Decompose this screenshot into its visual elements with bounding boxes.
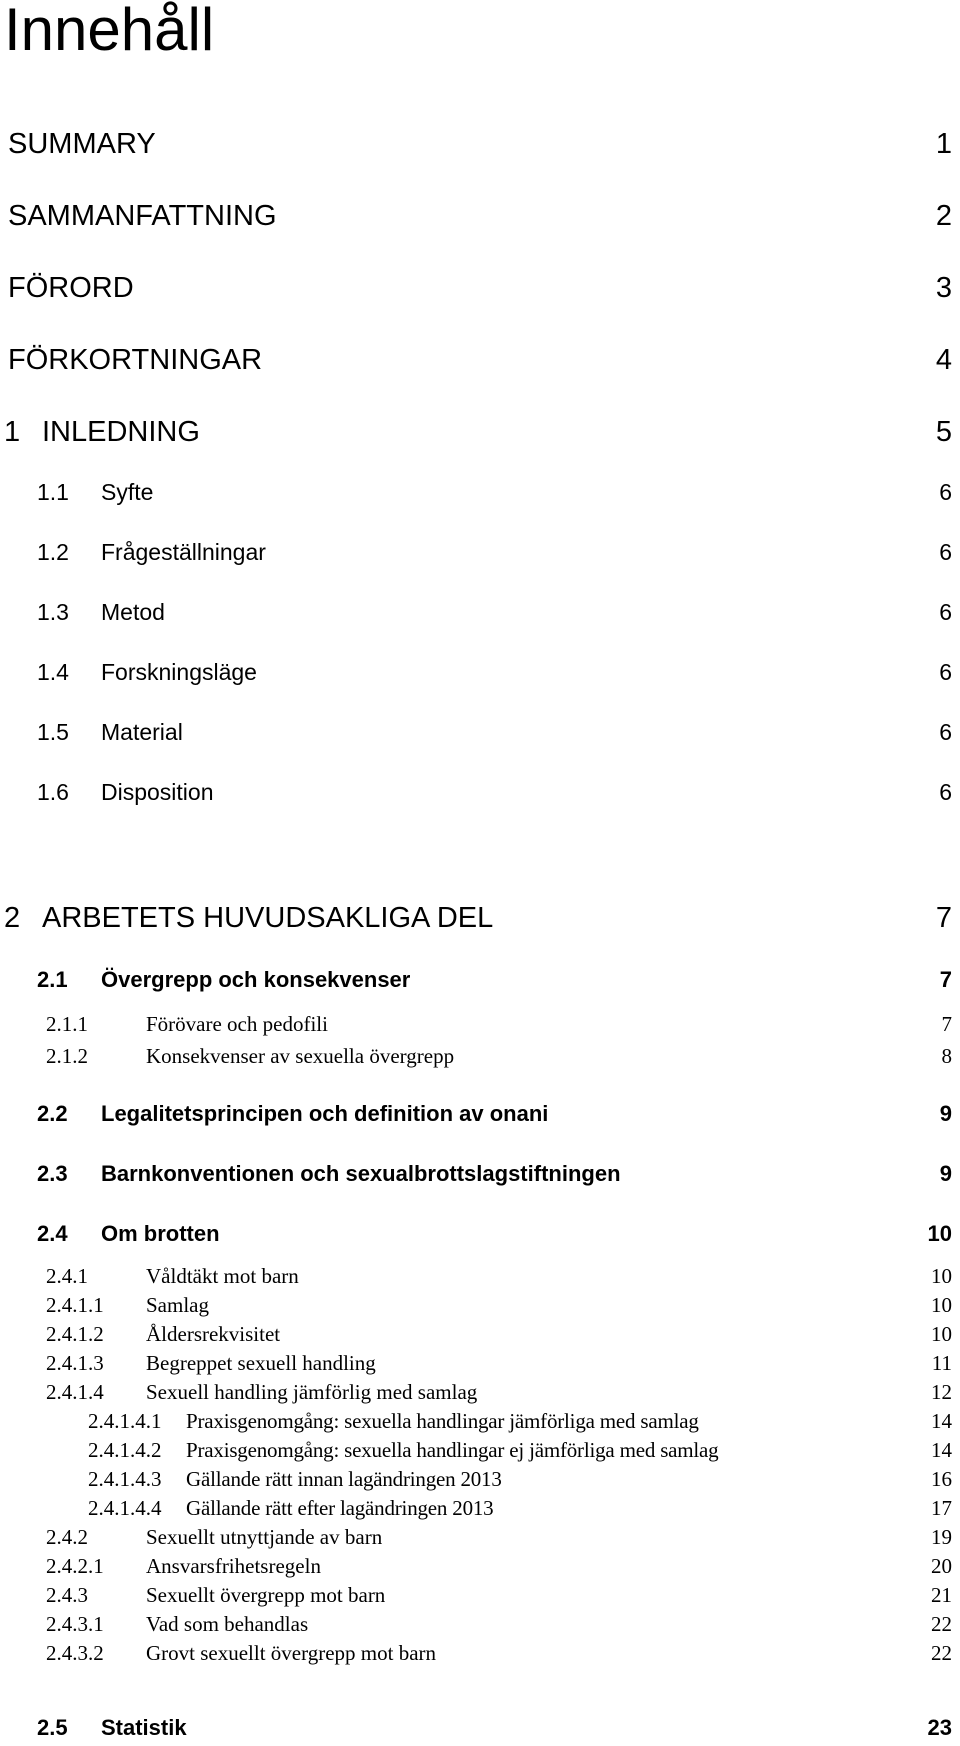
toc-entry-page: 10 (931, 1293, 952, 1317)
toc-entry-page: 17 (931, 1496, 952, 1520)
toc-entry-number: 1.1 (37, 479, 69, 505)
toc-entry-number: 2.4.2 (46, 1525, 88, 1549)
toc-entry-label: Praxisgenomgång: sexuella handlingar ej jämförliga med samlag (186, 1438, 719, 1462)
toc-entry-number: 2.4.1.4.2 (88, 1438, 162, 1462)
toc-entry[interactable] (0, 536, 960, 568)
toc-entry-number: 2.4.1.3 (46, 1351, 104, 1375)
toc-entry-number: 2.5 (37, 1715, 68, 1740)
page-title: Innehåll (4, 0, 215, 63)
toc-entry-number: 2.2 (37, 1101, 68, 1126)
toc-entry[interactable] (0, 1218, 960, 1250)
toc-entry-page: 2 (935, 200, 952, 232)
toc-entry-number: 2.4.1.2 (46, 1322, 104, 1346)
toc-entry-number: 1.2 (37, 539, 69, 565)
toc-entry-label: Gällande rätt innan lagändringen 2013 (186, 1467, 502, 1491)
toc-entry-label: Statistik (101, 1715, 187, 1740)
toc-entry-page: 3 (935, 272, 952, 304)
toc-entry[interactable] (0, 1581, 960, 1609)
toc-entry-number: 2.1 (37, 967, 68, 992)
toc-entry[interactable] (0, 1042, 960, 1070)
toc-entry-label: Sexuellt övergrepp mot barn (146, 1583, 386, 1607)
toc-entry-label: Sexuellt utnyttjande av barn (146, 1525, 383, 1549)
toc-entry[interactable] (0, 1349, 960, 1377)
toc-entry-page: 10 (931, 1322, 952, 1346)
toc-entry-label: Syfte (101, 479, 154, 505)
toc-entry-label: Åldersrekvisitet (146, 1322, 281, 1346)
toc-entry-label: Begreppet sexuell handling (146, 1351, 376, 1375)
toc-entry-label: Förövare och pedofili (146, 1012, 328, 1036)
toc-entry-label: ARBETETS HUVUDSAKLIGA DEL (42, 902, 494, 934)
toc-entry[interactable] (0, 776, 960, 808)
toc-entry[interactable] (0, 1010, 960, 1038)
toc-entry-label: INLEDNING (42, 416, 200, 448)
toc-entry[interactable] (0, 1465, 960, 1493)
toc-entry-label: Om brotten (101, 1221, 220, 1246)
toc-entry-number: 2.4.1 (46, 1264, 88, 1288)
toc-entry-number: 1.3 (37, 599, 69, 625)
toc-entry-page: 20 (931, 1554, 952, 1578)
toc-entry-page: 23 (927, 1715, 952, 1740)
toc-entry-number: 2.4 (37, 1221, 68, 1246)
toc-entry-page: 1 (935, 128, 952, 160)
toc-entry-number: 2.1.2 (46, 1044, 88, 1068)
toc-entry-label: Våldtäkt mot barn (146, 1264, 299, 1288)
toc-entry-number: 2.4.1.4.1 (88, 1409, 162, 1433)
toc-entry[interactable] (0, 898, 960, 938)
toc-entry-page: 16 (931, 1467, 952, 1491)
toc-entry-page: 6 (939, 659, 952, 685)
toc-entry-page: 14 (931, 1409, 952, 1433)
toc-entry-label: FÖRORD (8, 272, 134, 304)
toc-entry-label: Disposition (101, 779, 214, 805)
toc-entry[interactable] (0, 1523, 960, 1551)
toc-entry-label: Konsekvenser av sexuella övergrepp (146, 1044, 455, 1068)
toc-entry[interactable] (0, 1552, 960, 1580)
toc-entry-number: 2.3 (37, 1161, 68, 1186)
toc-entry-page: 6 (939, 719, 952, 745)
toc-entry-page: 8 (941, 1044, 952, 1068)
toc-entry[interactable] (0, 1291, 960, 1319)
toc-entry-number: 1.4 (37, 659, 69, 685)
toc-entry-label: Sexuell handling jämförlig med samlag (146, 1380, 478, 1404)
toc-entry-label: SUMMARY (8, 128, 156, 160)
toc-entry-label: Grovt sexuellt övergrepp mot barn (146, 1641, 437, 1665)
toc-entry-label: Barnkonventionen och sexualbrottslagstiftningen (101, 1161, 621, 1186)
toc-entry[interactable] (0, 268, 960, 308)
toc-entry-label: Vad som behandlas (146, 1612, 309, 1636)
toc-entry-page: 9 (939, 1161, 952, 1186)
toc-entry-number: 2.4.1.1 (46, 1293, 104, 1317)
toc-entry[interactable] (0, 1639, 960, 1667)
toc-entry-label: Legalitetsprincipen och definition av onani (101, 1101, 549, 1126)
toc-entry-label: Gällande rätt efter lagändringen 2013 (186, 1496, 494, 1520)
toc-entry[interactable] (0, 1610, 960, 1638)
toc-entry-number: 2.4.1.4.4 (88, 1496, 162, 1520)
toc-entry-page: 7 (939, 967, 952, 992)
toc-entry-page: 12 (931, 1380, 952, 1404)
toc-entry-page: 22 (931, 1612, 952, 1636)
toc-entry-page: 7 (935, 902, 952, 934)
toc-entry-number: 2.4.3.1 (46, 1612, 104, 1636)
toc-entry-page: 19 (931, 1525, 952, 1549)
toc-entry-label: Material (101, 719, 183, 745)
toc-entry-page: 10 (931, 1264, 952, 1288)
toc-entry-page: 22 (931, 1641, 952, 1665)
toc-entry[interactable] (0, 964, 960, 996)
toc-entry[interactable] (0, 124, 960, 164)
toc-entry-number: 2.4.3 (46, 1583, 88, 1607)
toc-entry[interactable] (0, 1320, 960, 1348)
toc-entry[interactable] (0, 1494, 960, 1522)
toc-entry-label: Frågeställningar (101, 539, 266, 565)
toc-entry-label: Metod (101, 599, 165, 625)
toc-entry[interactable] (0, 476, 960, 508)
toc-entry-label: Övergrepp och konsekvenser (101, 967, 411, 992)
toc-entry-number: 2.4.1.4.3 (88, 1467, 162, 1491)
toc-entry-label: Forskningsläge (101, 659, 257, 685)
toc-entry[interactable] (0, 716, 960, 748)
toc-entry-label: SAMMANFATTNING (8, 200, 277, 232)
toc-entry[interactable] (0, 656, 960, 688)
toc-entry-number: 2.4.2.1 (46, 1554, 104, 1578)
toc-entry-page: 14 (931, 1438, 952, 1462)
toc-entry[interactable] (0, 196, 960, 236)
toc-entry[interactable] (0, 1436, 960, 1464)
toc-entry[interactable] (0, 1158, 960, 1190)
toc-entry-number: 2.4.1.4 (46, 1380, 104, 1404)
toc-entry[interactable] (0, 1262, 960, 1290)
toc-entry-page: 21 (931, 1583, 952, 1607)
toc-entry-page: 11 (931, 1351, 952, 1375)
toc-entry[interactable] (0, 1098, 960, 1130)
toc-entry-page: 10 (927, 1221, 952, 1246)
toc-entry-number: 2 (4, 902, 21, 934)
toc-entry-number: 2.1.1 (46, 1012, 88, 1036)
toc-entry-page: 6 (939, 479, 952, 505)
toc-entry-number: 1.5 (37, 719, 69, 745)
toc-entry-label: Praxisgenomgång: sexuella handlingar jämförliga med samlag (186, 1409, 699, 1433)
toc-entry-page: 4 (935, 344, 952, 376)
toc-entry[interactable] (0, 412, 960, 452)
toc-entry-number: 2.4.3.2 (46, 1641, 104, 1665)
toc-entry-page: 9 (939, 1101, 952, 1126)
toc-entry[interactable] (0, 1407, 960, 1435)
toc-entry-page: 7 (941, 1012, 952, 1036)
toc-entry-page: 6 (939, 539, 952, 565)
toc-entry-label: FÖRKORTNINGAR (8, 344, 263, 376)
toc-entry-label: Ansvarsfrihetsregeln (146, 1554, 321, 1578)
toc-entry-label: Samlag (146, 1293, 209, 1317)
toc-entry-page: 5 (935, 416, 952, 448)
toc-entry-page: 6 (939, 599, 952, 625)
toc-entry-page: 6 (939, 779, 952, 805)
toc-entry[interactable] (0, 1712, 960, 1744)
toc-entry[interactable] (0, 340, 960, 380)
toc-entry[interactable] (0, 596, 960, 628)
toc-entry-number: 1.6 (37, 779, 69, 805)
toc-entry-number: 1 (4, 416, 21, 448)
toc-entry[interactable] (0, 1378, 960, 1406)
